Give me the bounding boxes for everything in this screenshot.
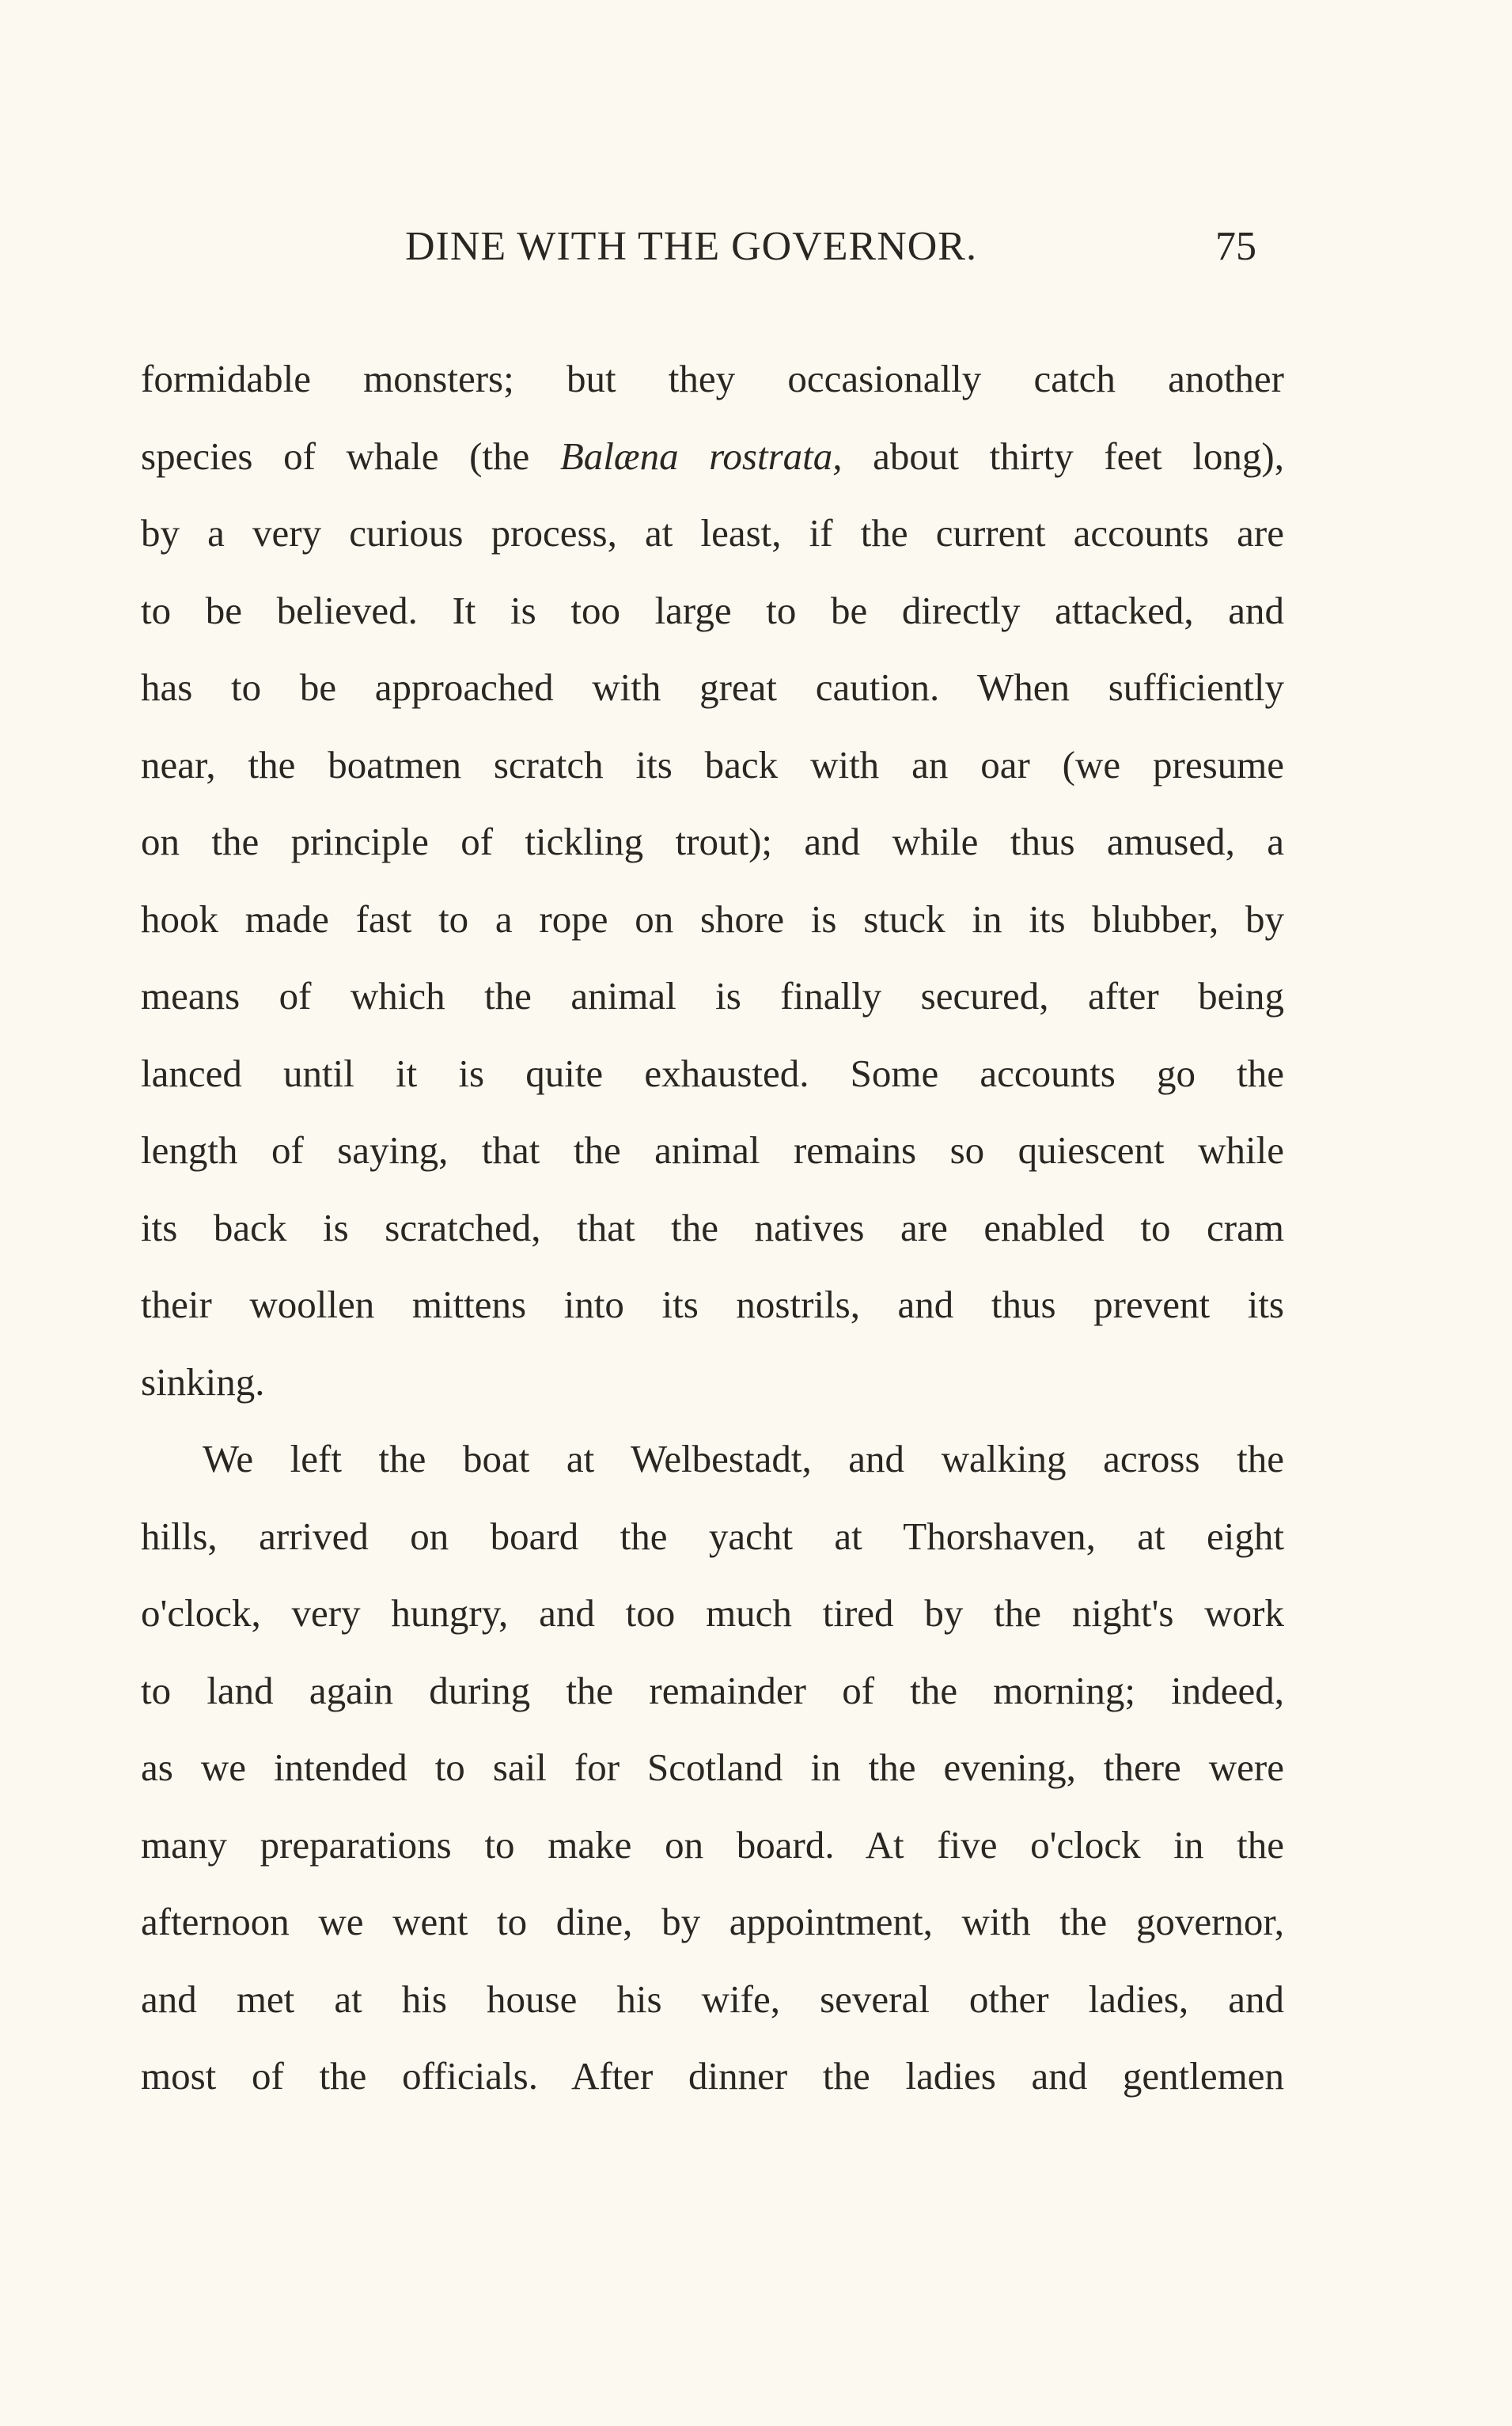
text-line: to land again during the remainder of the morning; indeed,	[141, 1668, 1284, 1712]
text-fragment: about thirty feet long),	[842, 434, 1284, 478]
text-line: o'clock, very hungry, and too much tired by the night's work	[141, 1591, 1284, 1635]
text-line: sinking.	[141, 1359, 265, 1404]
text-line: afternoon we went to dine, by appointment, with the governor,	[141, 1900, 1284, 1943]
paragraph-first-line: We left the boat at Welbestadt, and walking across the	[203, 1437, 1284, 1480]
text-line: on the principle of tickling trout); and while thus amused, a	[141, 820, 1284, 863]
text-fragment: species of whale (the	[141, 434, 560, 478]
text-line: and met at his house his wife, several other ladies, and	[141, 1977, 1284, 2021]
text-line: near, the boatmen scratch its back with an oar (we presume	[141, 742, 1284, 787]
text-line: to be believed. It is too large to be directly attacked, and	[141, 588, 1284, 632]
text-line: has to be approached with great caution. When sufficiently	[141, 665, 1284, 709]
text-line: length of saying, that the animal remains so quiescent while	[141, 1128, 1284, 1172]
page-number: 75	[1215, 224, 1256, 269]
text-line: their woollen mittens into its nostrils, and thus prevent its	[141, 1283, 1284, 1326]
text-line: hook made fast to a rope on shore is stuck in its blubber, by	[141, 896, 1284, 941]
text-line: its back is scratched, that the natives are enabled to cram	[141, 1205, 1284, 1249]
text-line	[141, 418, 1284, 495]
text-line: hills, arrived on board the yacht at Thorshaven, at eight	[141, 1514, 1284, 1558]
text-line: by a very curious process, at least, if the current accounts are	[141, 511, 1284, 555]
running-head: DINE WITH THE GOVERNOR.	[405, 224, 977, 269]
text-line: formidable monsters; but they occasionally catch another	[141, 357, 1284, 400]
text-line: many preparations to make on board. At five o'clock in the	[141, 1822, 1284, 1867]
body-text	[141, 340, 1284, 2115]
species-name: Balæna rostrata,	[559, 434, 843, 478]
text-line: means of which the animal is finally secured, after being	[141, 974, 1284, 1018]
text-line: most of the officials. After dinner the ladies and gentlemen	[141, 2054, 1284, 2098]
page-header	[141, 223, 1280, 286]
text-line: as we intended to sail for Scotland in the evening, there were	[141, 1746, 1284, 1789]
text-line: lanced until it is quite exhausted. Some accounts go the	[141, 1051, 1284, 1095]
